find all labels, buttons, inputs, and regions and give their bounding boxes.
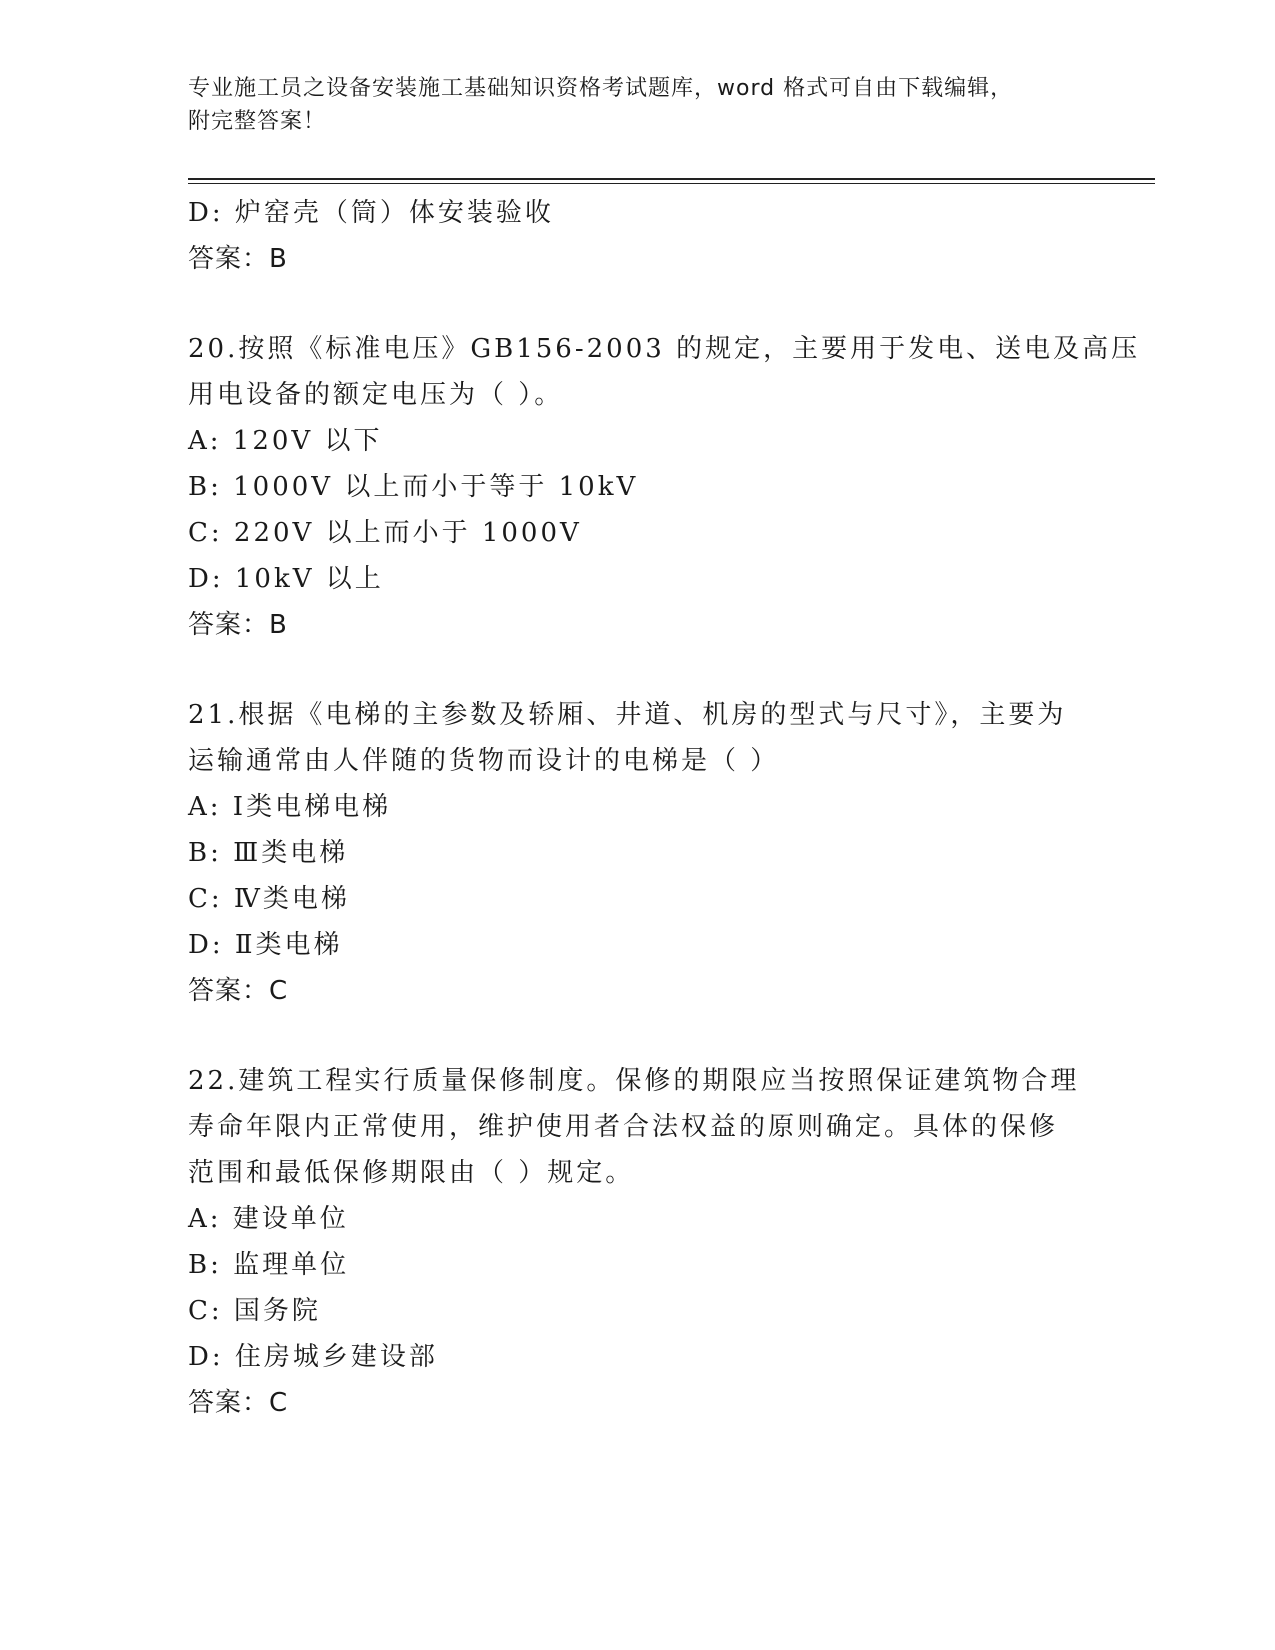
question-content bbox=[188, 190, 1141, 1426]
header-divider bbox=[188, 178, 1155, 180]
question-text-line: 22.建筑工程实行质量保修制度。保修的期限应当按照保证建筑物合理 bbox=[188, 1066, 1080, 1096]
header-line-2: 附完整答案！ bbox=[188, 109, 327, 134]
question-text-line: 21.根据《电梯的主参数及轿厢、井道、机房的型式与尺寸》，主要为 bbox=[188, 700, 1067, 730]
question-22 bbox=[188, 1058, 1088, 1426]
answer: 答案：C bbox=[188, 976, 289, 1006]
question-text-line: 运输通常由人伴随的货物而设计的电梯是（ ） bbox=[188, 746, 780, 776]
option-d: D: Ⅱ类电梯 bbox=[188, 930, 343, 960]
option-d: D: 住房城乡建设部 bbox=[188, 1342, 438, 1372]
question-20 bbox=[188, 326, 1141, 648]
option-d: D: 10kV 以上 bbox=[188, 564, 384, 594]
option-c: C: 220V 以上而小于 1000V bbox=[188, 518, 582, 548]
question-text-line: 范围和最低保修期限由（ ）规定。 bbox=[188, 1158, 635, 1188]
option-b: B: 监理单位 bbox=[188, 1250, 350, 1280]
option-a: A: Ⅰ类电梯电梯 bbox=[188, 792, 392, 822]
answer: 答案：C bbox=[188, 1388, 289, 1418]
option-b: B: 1000V 以上而小于等于 10kV bbox=[188, 472, 639, 502]
header-divider-thin bbox=[188, 183, 1155, 184]
option-a: A: 120V 以下 bbox=[188, 426, 383, 456]
option-c: C: 国务院 bbox=[188, 1296, 321, 1326]
question-text-line: 寿命年限内正常使用，维护使用者合法权益的原则确定。具体的保修 bbox=[188, 1112, 1059, 1142]
answer: 答案：B bbox=[188, 610, 288, 640]
page-header bbox=[188, 72, 1088, 138]
question-21 bbox=[188, 692, 1088, 1014]
option-c: C: Ⅳ类电梯 bbox=[188, 884, 350, 914]
option-d: D: 炉窑壳（筒）体安装验收 bbox=[188, 198, 554, 228]
option-b: B: Ⅲ类电梯 bbox=[188, 838, 349, 868]
answer: 答案：B bbox=[188, 244, 288, 274]
header-line-1: 专业施工员之设备安装施工基础知识资格考试题库，word 格式可自由下载编辑， bbox=[188, 76, 1014, 101]
question-text-line: 用电设备的额定电压为（ ）。 bbox=[188, 380, 564, 410]
option-a: A: 建设单位 bbox=[188, 1204, 349, 1234]
question-text-line: 20.按照《标准电压》GB156-2003 的规定，主要用于发电、送电及高压 bbox=[188, 334, 1141, 364]
